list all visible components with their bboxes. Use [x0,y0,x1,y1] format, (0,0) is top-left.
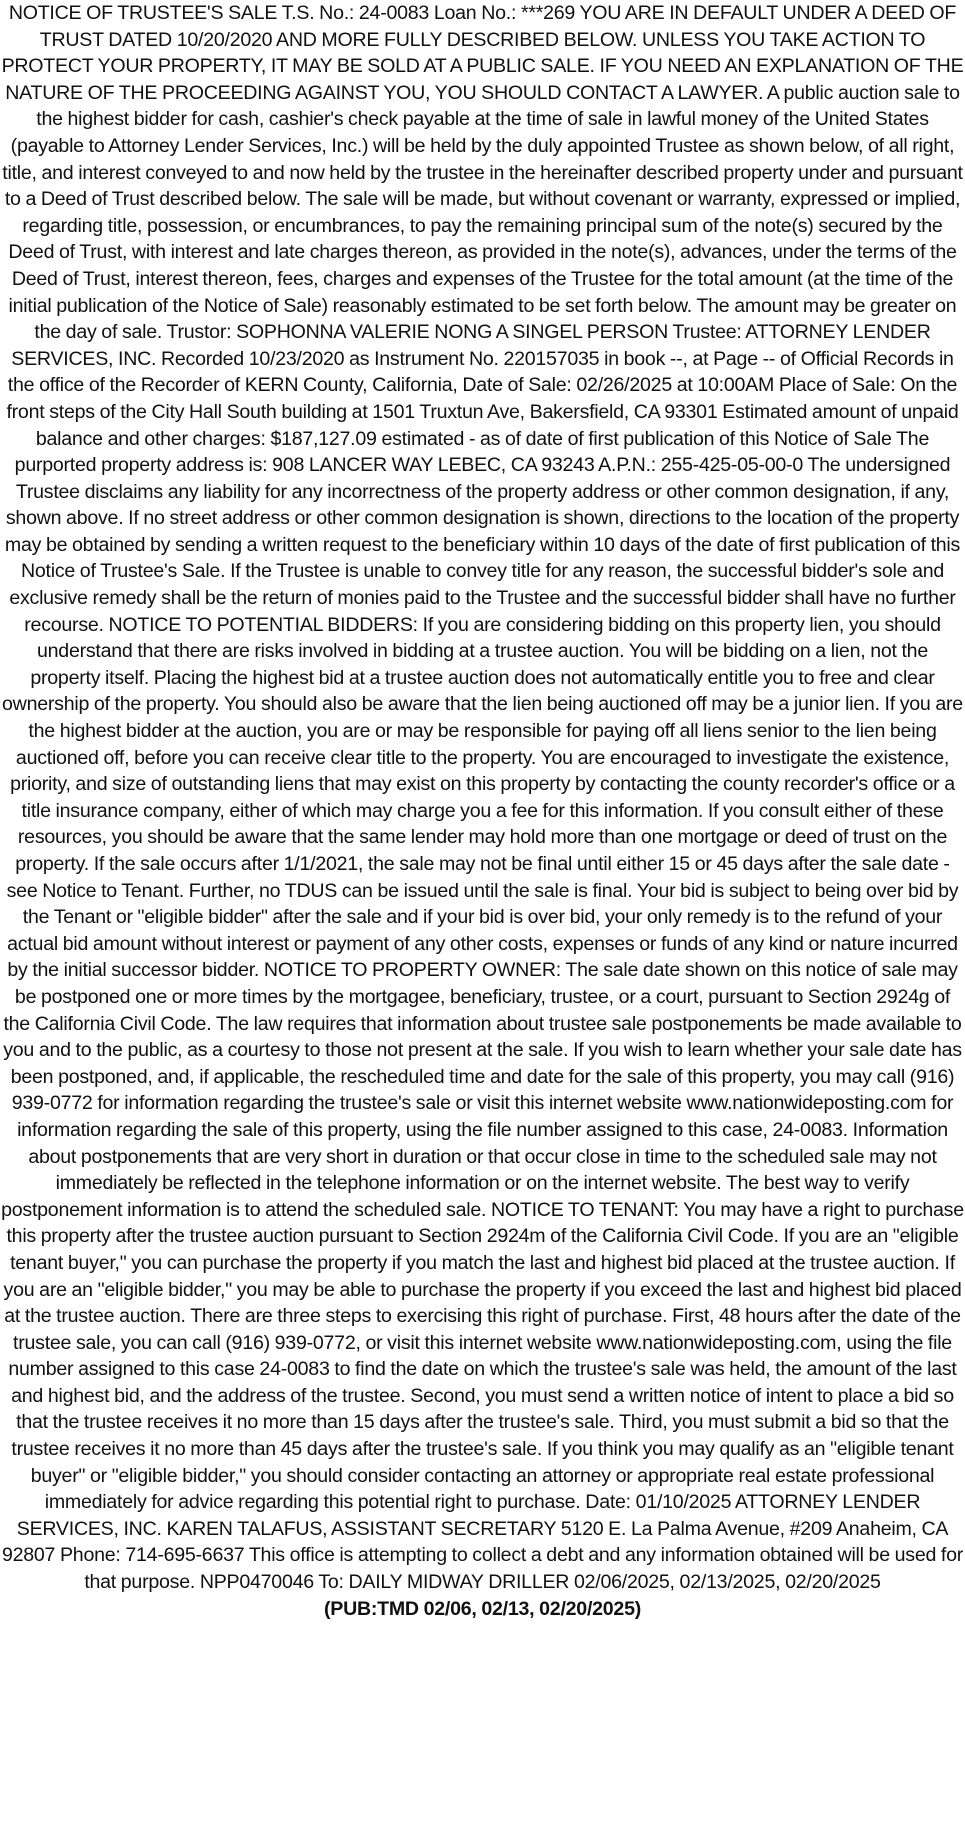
publication-dates-line: (PUB:TMD 02/06, 02/13, 02/20/2025) [323,1597,642,1620]
notice-body-text: NOTICE OF TRUSTEE'S SALE T.S. No.: 24-0083 Loan No.: ***269 YOU ARE IN DEFAULT UNDER A DEED OF TRUST DATED 10/20/2020 AND MORE FULLY DESCRIBED BELOW. UNLESS YOU TAKE ACTION TO PROTECT YOUR PROPERTY, IT MAY BE SOLD AT A PUBLIC SALE. IF YOU NEED AN EXPLANATION OF THE NATURE OF THE PROCEEDING AGAINST YOU, YOU SHOULD CONTACT A LAWYER. A public auction sale to the highest bidder for cash, cashier's check payable at the time of sale in lawful money of the United States (payable to Attorney Lender Services, Inc.) will be held by the duly appointed Trustee as shown below, of all right, title, and interest conveyed to and now held by the trustee in the hereinafter described property under and pursuant to a Deed of Trust described below. The sale will be made, but without covenant or warranty, expressed or implied, regarding title, possession, or encumbrances, to pay the remaining principal sum of the note(s) secured by the Deed of Trust, with interest and late charges thereon, as provided in the note(s), advances, under the terms of the Deed of Trust, interest thereon, fees, charges and expenses of the Trustee for the total amount (at the time of the initial publication of the Notice of Sale) reasonably estimated to be set forth below. The amount may be greater on the day of sale. Trustor: SOPHONNA VALERIE NONG A SINGEL PERSON Trustee: ATTORNEY LENDER SERVICES, INC. Recorded 10/23/2020 as Instrument No. 220157035 in book --, at Page -- of Official Records in the office of the Recorder of KERN County, California, Date of Sale: 02/26/2025 at 10:00AM Place of Sale: On the front steps of the City Hall South building at 1501 Truxtun Ave, Bakersfield, CA 93301 Estimated amount of unpaid balance and other charges: $187,127.09 estimated - as of date of first publication of this Notice of Sale The purported property address is: 908 LANCER WAY LEBEC, CA 93243 A.P.N.: 255-425-05-00-0 The undersigned Trustee disclaims any liability for any incorrectness of the property address or other common designation, if any, shown above. If no street address or other common designation is shown, directions to the location of the property may be obtained by sending a written request to the beneficiary within 10 days of the date of first publication of this Notice of Trustee's Sale. If the Trustee is unable to convey title for any reason, the successful bidder's sole and exclusive remedy shall be the return of monies paid to the Trustee and the successful bidder shall have no further recourse. NOTICE TO POTENTIAL BIDDERS: If you are considering bidding on this property lien, you should understand that there are risks involved in bidding at a trustee auction. You will be bidding on a lien, not the property itself. Placing the highest bid at a trustee auction does not automatically entitle you to free and clear ownership of the property. You should also be aware that the lien being auctioned off may be a junior lien. If you are the highest bidder at the auction, you are or may be responsible for paying off all liens senior to the lien being auctioned off, before you can receive clear title to the property. You are encouraged to investigate the existence, priority, and size of outstanding liens that may exist on this property by contacting the county recorder's office or a title insurance company, either of which may charge you a fee for this information. If you consult either of these resources, you should be aware that the same lender may hold more than one mortgage or deed of trust on the property. If the sale occurs after 1/1/2021, the sale may not be final until either 15 or 45 days after the sale date - see Notice to Tenant. Further, no TDUS can be issued until the sale is final. Your bid is subject to being over bid by the Tenant or "eligible bidder" after the sale and if your bid is over bid, your only remedy is to the refund of your actual bid amount without interest or payment of any other costs, expenses or funds of any kind or nature incurred by the initial successor bidder. NOTICE TO PROPERTY OWNER: The sale date shown on this notice of sale may be postponed one or more times by the mortgagee, beneficiary, trustee, or a court, pursuant to Section 2924g of the California Civil Code. The law requires that information about trustee sale postponements be made available to you and to the public, as a courtesy to those not present at the sale. If you wish to learn whether your sale date has been postponed, and, if applicable, the rescheduled time and date for the sale of this property, you may call (916) 939-0772 for information regarding the trustee's sale or visit this internet website www.nationwideposting.com for information regarding the sale of this property, using the file number assigned to this case, 24-0083. Information about postponements that are very short in duration or that occur close in time to the scheduled sale may not immediately be reflected in the telephone information or on the internet website. The best way to verify postponement information is to attend the scheduled sale. NOTICE TO TENANT: You may have a right to purchase this property after the trustee auction pursuant to Section 2924m of the California Civil Code. If you are an "eligible tenant buyer," you can purchase the property if you match the last and highest bid placed at the trustee auction. If you are an "eligible bidder," you may be able to purchase the property if you exceed the last and highest bid placed at the trustee auction. There are three steps to exercising this right of purchase. First, 48 hours after the date of the trustee sale, you can call (916) 939-0772, or visit this internet website www.nationwideposting.com, using the file number assigned to this case 24-0083 to find the date on which the trustee's sale was held, the amount of the last and highest bid, and the address of the trustee. Second, you must send a written notice of intent to place a bid so that the trustee receives it no more than 15 days after the trustee's sale. Third, you must submit a bid so that the trustee receives it no more than 45 days after the trustee's sale. If you think you may qualify as an "eligible tenant buyer" or "eligible bidder," you should consider contacting an attorney or appropriate real estate professional immediately for advice regarding this potential right to purchase. Date: 01/10/2025 ATTORNEY LENDER SERVICES, INC. KAREN TALAFUS, ASSISTANT SECRETARY 5120 E. La Palma Avenue, #209 Anaheim, CA 92807 Phone: 714-695-6637 This office is attempting to collect a debt and any information obtained will be used for that purpose. NPP0470046 To: DAILY MIDWAY DRILLER 02/06/2025, 02/13/2025, 02/20/2025 [1,2,964,1594]
